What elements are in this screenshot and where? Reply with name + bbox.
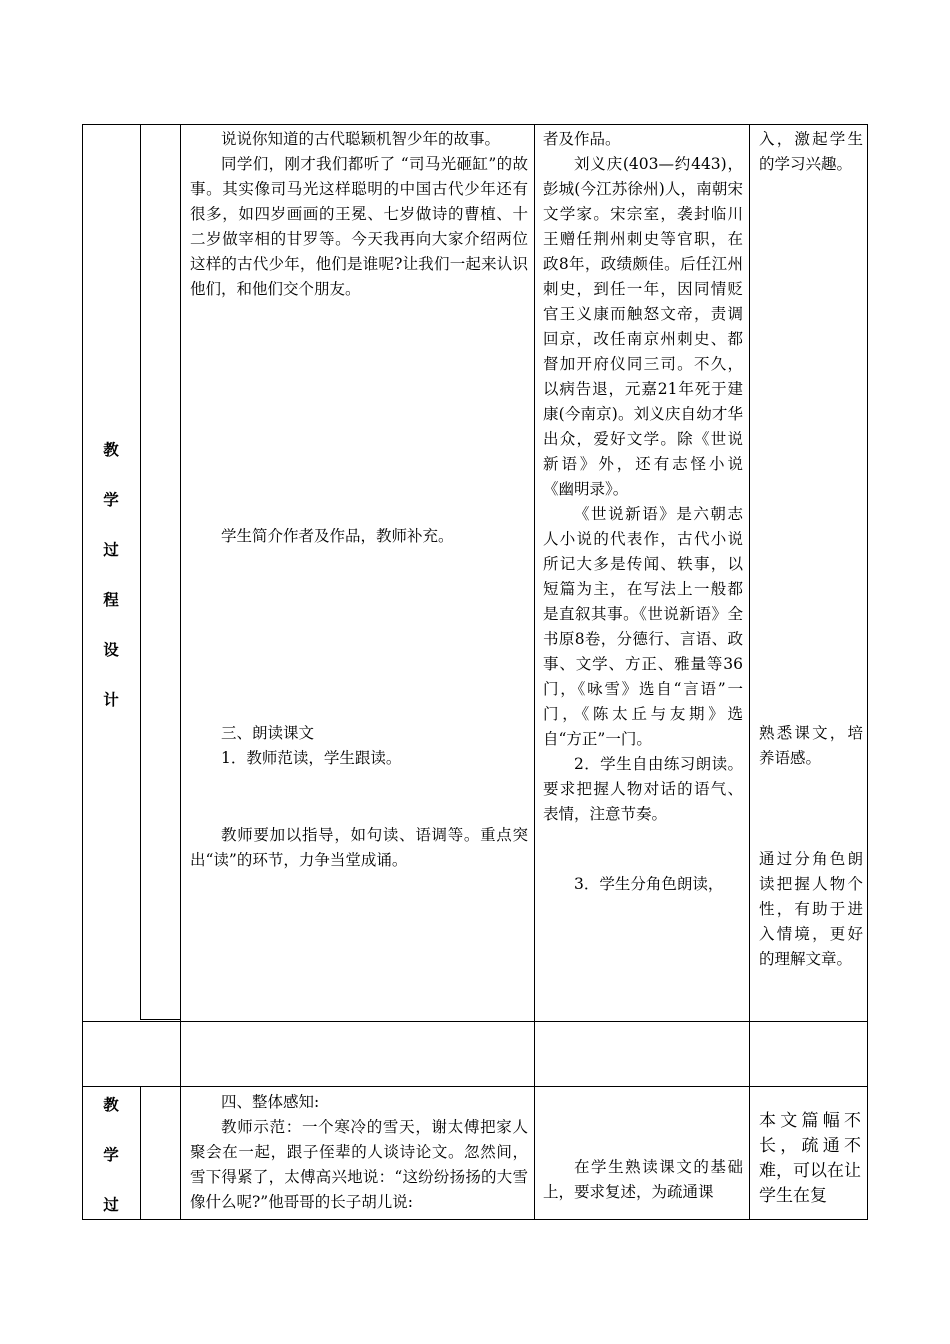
table-border-top [82,124,868,125]
column-divider [534,124,535,1220]
section-label-teaching-process-continued [83,1087,139,1219]
table-border-right [867,124,868,1220]
author-intro-instruction: 学生简介作者及作品，教师补充。 [221,527,454,545]
label-char: 设 [103,641,119,659]
design-intent-bottom-cell: 本文篇幅不长，疏通不难，可以在让学生在复 [759,1111,861,1206]
column-divider [180,124,181,1220]
section-label-teaching-process [83,124,139,1020]
table-border-bottom [82,1219,868,1220]
reading-guidance: 教师要加以指导，如句读、语调等。重点突出“读”的环节，力争当堂成诵。 [190,826,528,869]
design-intent-role-reading: 通过分角色朗读把握人物个性，有助于进入情境，更好的理解文章。 [759,850,863,968]
column-divider [749,124,750,1220]
retell-instruction-cell: 在学生熟读课文的基础上，要求复述，为疏通课 [543,1158,743,1201]
label-char: 计 [103,691,119,709]
label-char: 过 [103,1196,119,1214]
author-works-tail: 者及作品。 [543,130,621,148]
inner-divider [140,1019,180,1020]
label-char: 教 [103,1096,119,1114]
intro-question: 说说你知道的古代聪颖机智少年的故事。 [221,130,501,148]
student-activity-cell [543,127,743,827]
lesson-plan-table [82,124,868,1220]
book-intro: 《世说新语》是六朝志人小说的代表作，古代小说所记大多是传闻、轶事，以短篇为主，在写法上一般都是直叙其事。《世说新语》全书原8卷，分德行、言语、政事、文学、方正、雅量等36门，《咏雪》选自“言语”一门，《陈太丘与友期》选自“方正”一门。 [543,505,743,748]
reading-step-2: 2．学生自由练习朗读。要求把握人物对话的语气、表情，注意节奏。 [543,755,743,823]
overall-perception-cell [190,1090,528,1215]
reading-step-3: 3．学生分角色朗读， [574,875,724,893]
label-char: 学 [103,491,119,509]
section-heading: 三、朗读课文 [221,724,315,742]
label-char: 教 [103,441,119,459]
reading-step-1: 1．教师范读，学生跟读。 [221,749,402,767]
column-divider [140,124,141,1020]
design-intent-reading: 熟悉课文，培养语感。 [759,724,863,767]
intro-paragraph: 同学们，刚才我们都听了 “司马光砸缸”的故事。其实像司马光这样聪明的中国古代少年还有很多，如四岁画画的王冕、七岁做诗的曹植、十二岁做宰相的甘罗等。今天我再向大家介绍两位这样的古代少年，他们是谁呢?让我们一起来认识他们，和他们交个朋友。 [190,155,528,298]
author-bio: 刘义庆(403—约443)，彭城(今江苏徐州)人，南朝宋文学家。宋宗室，袭封临川王赠任荆州刺史等官职，在政8年，政绩颇佳。后任江州刺史，到任一年，因同情贬官王义康而触怒文帝，责调回京，改任南京州刺史、都督加开府仪同三司。不久，以病告退，元嘉21年死于建康(今南京)。刘义庆自幼才华出众，爱好文学。除《世说新语》外，还有志怪小说《幽明录》。 [543,155,743,498]
label-char: 学 [103,1146,119,1164]
table-row-divider [82,1021,868,1022]
table-row-divider [82,1086,868,1087]
teacher-demo: 教师示范：一个寒冷的雪天，谢太傅把家人聚会在一起，跟子侄辈的人谈诗论文。忽然间，雪下得紧了，太傅高兴地说：“这纷纷扬扬的大雪像什么呢?”他哥哥的长子胡儿说: [190,1118,528,1211]
design-intent-cell: 入，激起学生的学习兴趣。 [759,130,863,173]
teacher-activity-cell [190,127,528,302]
reading-section [190,721,528,771]
label-char: 程 [103,591,119,609]
label-char: 过 [103,541,119,559]
section-heading: 四、整体感知: [221,1093,320,1111]
column-divider [140,1086,141,1220]
